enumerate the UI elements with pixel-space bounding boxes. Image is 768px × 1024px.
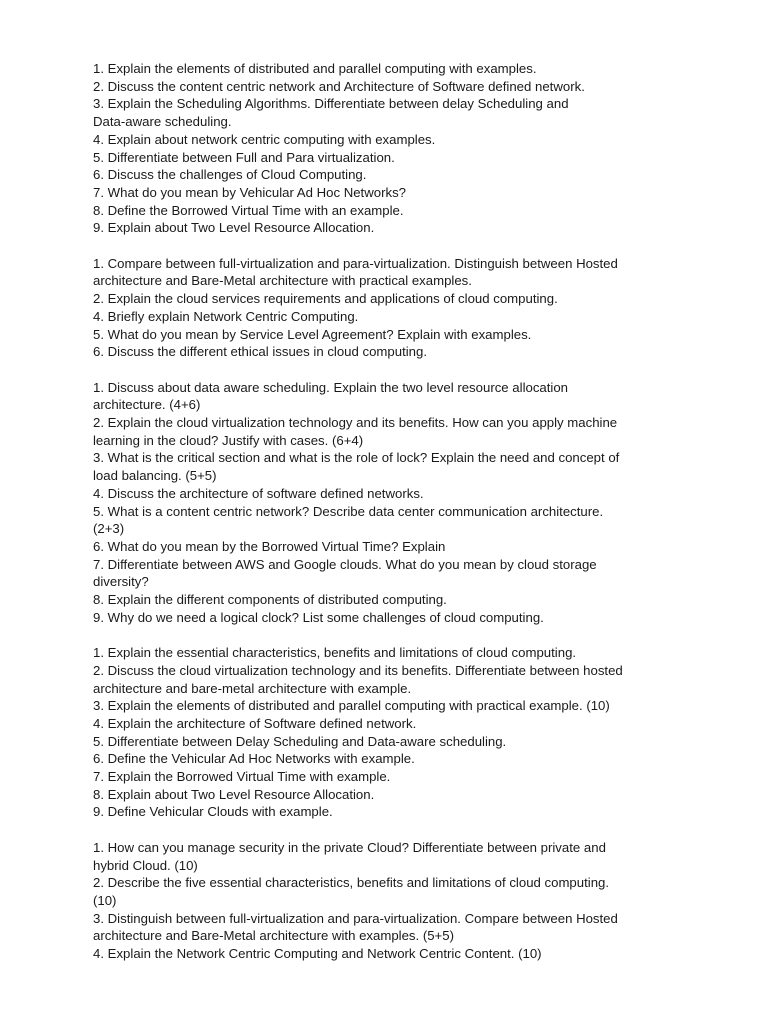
question-line: 2. Discuss the cloud virtualization technology and its benefits. Differentiate between hosted [93, 662, 623, 678]
question-line: hybrid Cloud. (10) [93, 857, 198, 873]
question-line: 5. Differentiate between Delay Scheduling and Data-aware scheduling. [93, 733, 507, 749]
question-line: 8. Explain the different components of distributed computing. [93, 592, 447, 608]
question-line: Data-aware scheduling. [93, 114, 232, 130]
question-line: architecture and Bare-Metal architecture with practical examples. [93, 273, 472, 289]
question-line: 4. Briefly explain Network Centric Computing. [93, 308, 359, 324]
question-line: diversity? [93, 574, 149, 590]
question-line: 1. Discuss about data aware scheduling. Explain the two level resource allocation [93, 379, 569, 395]
question-line: 4. Explain about network centric computing with examples. [93, 131, 436, 147]
question-line: load balancing. (5+5) [93, 468, 217, 484]
question-line: 3. Explain the Scheduling Algorithms. Differentiate between delay Scheduling and [93, 96, 569, 112]
question-line: 6. Discuss the different ethical issues in cloud computing. [93, 344, 428, 360]
question-line: 6. Discuss the challenges of Cloud Computing. [93, 167, 367, 183]
question-line: 8. Define the Borrowed Virtual Time with an example. [93, 202, 404, 218]
question-line: 3. Explain the elements of distributed and parallel computing with practical example. (10) [93, 698, 610, 714]
question-line: 9. Define Vehicular Clouds with example. [93, 804, 333, 820]
question-line: learning in the cloud? Justify with cases. (6+4) [93, 432, 364, 448]
question-line: 4. Explain the architecture of Software defined network. [93, 715, 417, 731]
question-line: 1. How can you manage security in the private Cloud? Differentiate between private and [93, 839, 606, 855]
question-line: 2. Explain the cloud services requirements and applications of cloud computing. [93, 291, 558, 307]
question-line: 2. Explain the cloud virtualization technology and its benefits. How can you apply machine [93, 415, 618, 431]
question-line: 9. Why do we need a logical clock? List some challenges of cloud computing. [93, 609, 544, 625]
question-line: 1. Explain the elements of distributed and parallel computing with examples. [93, 61, 537, 76]
question-set-4 [93, 644, 673, 821]
question-line: 1. Compare between full-virtualization and para-virtualization. Distinguish between Hosted [93, 255, 618, 271]
question-line: architecture and Bare-Metal architecture with examples. (5+5) [93, 928, 454, 944]
question-line: 5. Differentiate between Full and Para virtualization. [93, 149, 395, 165]
question-set-1 [93, 60, 673, 237]
question-line: 2. Describe the five essential characteristics, benefits and limitations of cloud computing. [93, 875, 610, 891]
question-line: 2. Discuss the content centric network and Architecture of Software defined network. [93, 78, 585, 94]
question-line: 5. What do you mean by Service Level Agreement? Explain with examples. [93, 326, 532, 342]
question-line: 4. Discuss the architecture of software defined networks. [93, 485, 424, 501]
question-set-3 [93, 379, 673, 627]
question-line: 9. Explain about Two Level Resource Allocation. [93, 220, 375, 236]
question-set-5 [93, 839, 673, 963]
question-line: (10) [93, 892, 117, 908]
question-line: 1. Explain the essential characteristics, benefits and limitations of cloud computing. [93, 645, 577, 661]
question-line: 4. Explain the Network Centric Computing and Network Centric Content. (10) [93, 946, 542, 962]
question-line: 3. What is the critical section and what is the role of lock? Explain the need and concept of [93, 450, 620, 466]
question-set-2 [93, 255, 673, 361]
question-line: 3. Distinguish between full-virtualization and para-virtualization. Compare between Hosted [93, 910, 618, 926]
question-line: 6. Define the Vehicular Ad Hoc Networks with example. [93, 751, 415, 767]
question-line: 7. Explain the Borrowed Virtual Time with example. [93, 769, 391, 785]
document-page [93, 60, 673, 980]
question-line: 7. Differentiate between AWS and Google clouds. What do you mean by cloud storage [93, 556, 597, 572]
question-line: (2+3) [93, 521, 125, 537]
question-line: 7. What do you mean by Vehicular Ad Hoc Networks? [93, 184, 406, 200]
question-line: 5. What is a content centric network? Describe data center communication architecture. [93, 503, 604, 519]
question-line: architecture. (4+6) [93, 397, 201, 413]
question-line: 6. What do you mean by the Borrowed Virtual Time? Explain [93, 538, 446, 554]
question-line: architecture and bare-metal architecture with example. [93, 680, 412, 696]
question-line: 8. Explain about Two Level Resource Allocation. [93, 786, 375, 802]
